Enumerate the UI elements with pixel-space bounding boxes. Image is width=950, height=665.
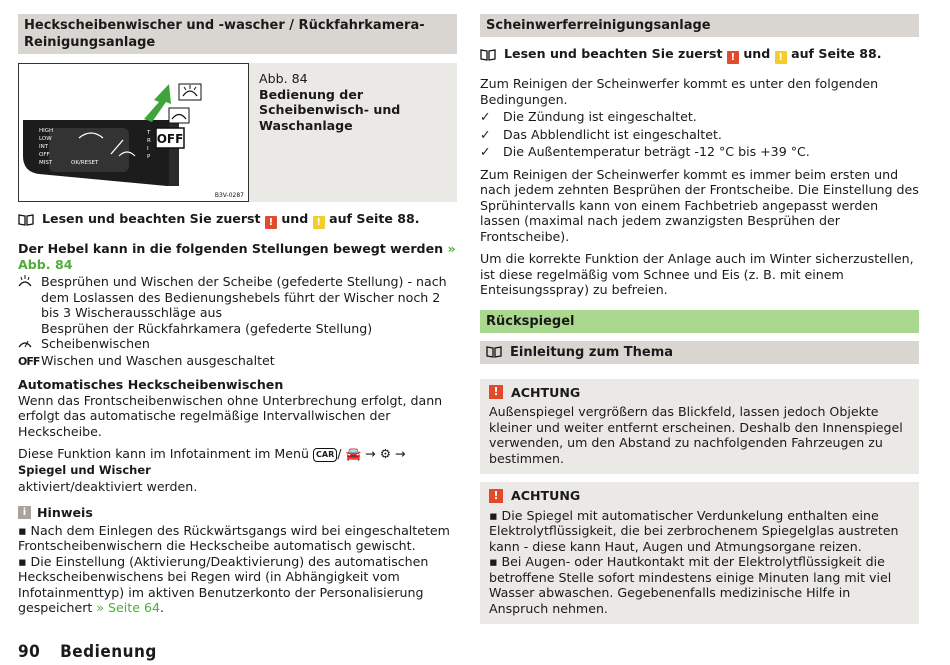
lever-label-int: INT <box>39 144 49 150</box>
lever-label-i: I <box>147 146 149 152</box>
wiper-lever-illustration <box>19 64 248 201</box>
book-icon <box>18 214 34 226</box>
auto-wipe-text: Wenn das Frontscheibenwischen ohne Unterbrechung erfolgt, dann erfolgt das automatische regelmäßige Intervallwischen der Heckscheibe. <box>18 392 443 439</box>
figure-link[interactable]: » Abb. 84 <box>18 241 456 272</box>
figure-image <box>18 63 249 202</box>
warning-red-icon: ! <box>727 51 739 64</box>
intro-text: Zum Reinigen der Scheinwerfer kommt es unter den folgenden Bedingungen. <box>480 76 879 107</box>
section-header-mirrors: Rückspiegel <box>480 310 919 333</box>
positions-title: Der Hebel kann in die folgenden Stellungen bewegt werden » Abb. 84 <box>18 241 456 272</box>
page-number: 90 <box>18 642 41 662</box>
check-icon: ✓ <box>480 126 491 142</box>
lever-label-t: T <box>147 130 151 136</box>
lever-label-low: LOW <box>39 136 52 142</box>
car-menu-icon: CAR <box>313 448 337 462</box>
page-footer <box>18 642 157 662</box>
page-link[interactable]: » Seite 64 <box>96 600 161 615</box>
book-icon <box>480 49 496 61</box>
wipe-icon <box>18 337 32 349</box>
read-first-reference: Lesen und beachten Sie zuerst ! und ! auf Seite 88. <box>18 211 457 229</box>
note-item: ▪ Die Einstellung (Aktivierung/Deaktivierung) des automatischen Heckscheibenwischens bei Regen wird (in Abhängigkeit vom Infotainmenttyp) im aktiven Benutzerkonto der Personalisierung gespeichert » Seite 64. <box>18 553 429 615</box>
lever-label-r: R <box>147 138 151 144</box>
left-column <box>18 14 457 616</box>
list-item: Besprühen und Wischen der Scheibe (gefederte Stellung) - nach dem Loslassen des Bedienungshebels führt der Wischer noch 2 bis 3 Wischerausschläge aus Besprühen der Rückfahrkamera (gefederte Stellung) <box>18 274 457 336</box>
list-item: Scheibenwischen <box>18 336 457 353</box>
note-header: i Hinweis <box>18 505 457 521</box>
section-header-headlight-cleaning: Scheinwerferreinigungsanlage <box>480 14 919 37</box>
paragraph: Zum Reinigen der Scheinwerfer kommt es immer beim ersten und nach jedem zehnten Besprühen der Frontscheibe. Die Einstellung des Sprühintervalls kann von einem Fachbetrieb angepasst werden lassen (maximal nach jedem zwanzigsten Besprühen der Frontscheibe). <box>480 166 919 244</box>
list-item: OFF Wischen und Waschen ausgeschaltet <box>18 352 275 368</box>
section-name: Bedienung <box>60 642 157 662</box>
figure-code: B3V-0287 <box>214 192 244 199</box>
check-icon: ✓ <box>480 109 491 124</box>
warning-item: ▪ Bei Augen- oder Hautkontakt mit der Elektrolytflüssigkeit die betroffene Stelle sofort mindestens einige Minuten lang mit viel Wasser abwaschen. Gegebenenfalls medizinische Hilfe in Anspruch nehmen. <box>489 554 892 616</box>
read-first-reference: Lesen und beachten Sie zuerst ! und ! auf Seite 88. <box>480 46 919 64</box>
lever-label-mist: MIST <box>39 160 53 166</box>
section-header-rear-wiper: Heckscheibenwischer und -wascher / Rückfahrkamera-Reinigungsanlage <box>18 14 457 54</box>
lever-reset-label: OK/RESET <box>71 160 99 166</box>
note-item: ▪ Nach dem Einlegen des Rückwärtsgangs wird bei eingeschaltetem Frontscheibenwischern die Heckscheibe automatisch gewischt. <box>18 522 450 553</box>
warning-yellow-icon: ! <box>775 51 787 64</box>
warning-icon: ! <box>489 489 503 503</box>
info-icon: i <box>18 506 31 519</box>
auto-wipe-title: Automatisches Heckscheibenwischen <box>18 377 284 392</box>
warning-red-icon: ! <box>265 216 277 229</box>
wiper-settings-icon: ⚙ <box>379 446 392 461</box>
off-icon: OFF <box>18 354 40 368</box>
lever-off-label: OFF <box>156 132 184 146</box>
figure-title: Bedienung der Scheibenwisch- und Waschanlage <box>259 86 401 133</box>
right-column <box>480 14 919 624</box>
figure-84 <box>18 63 457 202</box>
lever-label-high: HIGH <box>39 128 54 134</box>
warning-yellow-icon: ! <box>313 216 325 229</box>
list-item: ✓ Die Außentemperatur beträgt -12 °C bis +39 °C. <box>480 144 810 159</box>
check-icon: ✓ <box>480 144 491 159</box>
warning-icon: ! <box>489 385 503 399</box>
vehicle-icon: 🚘 <box>345 446 362 461</box>
figure-caption <box>249 63 457 202</box>
warning-box: ! ACHTUNG Außenspiegel vergrößern das Blickfeld, lassen jedoch Objekte kleiner und weiter entfernt erscheinen. Deshalb den Innenspiegel verwenden, um den Abstand zu nachfolgenden Fahrzeugen zu bestimmen. <box>480 379 919 475</box>
book-icon <box>486 346 502 358</box>
warning-box: ! ACHTUNG ▪ Die Spiegel mit automatischer Verdunkelung enthalten eine Elektrolytflüssigkeit, die bei zerbrochenem Spiegelglas austreten kann - diese kann Haut, Augen und Atmungsorgane reizen. ▪ Bei Augen- oder Hautkontakt mit der Elektrolytflüssigkeit die betroffene Stelle sofort mindestens einige Minuten lang mit viel Wasser abwaschen. Gegebenenfalls medizinische Hilfe in Anspruch nehmen. <box>480 482 919 624</box>
lever-label-off: OFF <box>39 152 50 158</box>
figure-label: Abb. 84 <box>259 71 308 86</box>
list-item: ✓ Die Zündung ist eingeschaltet. <box>480 109 697 124</box>
spray-wipe-icon <box>18 275 32 287</box>
function-text: Diese Funktion kann im Infotainment im Menü CAR / 🚘 → ⚙ → Spiegel und Wischer aktiviert/deaktiviert werden. <box>18 446 406 494</box>
subsection-header-intro: Einleitung zum Thema <box>480 341 919 364</box>
lever-label-p: P <box>147 154 151 160</box>
list-item: ✓ Das Abblendlicht ist eingeschaltet. <box>480 126 722 142</box>
paragraph: Um die korrekte Funktion der Anlage auch im Winter sicherzustellen, ist diese regelmäßig vom Schnee und Eis (z. B. mit einem Enteisungsspray) zu befreien. <box>480 251 914 297</box>
warning-item: ▪ Die Spiegel mit automatischer Verdunkelung enthalten eine Elektrolytflüssigkeit, die bei zerbrochenem Spiegelglas austreten kann - diese kann Haut, Augen und Atmungsorgane reizen. <box>489 507 899 554</box>
